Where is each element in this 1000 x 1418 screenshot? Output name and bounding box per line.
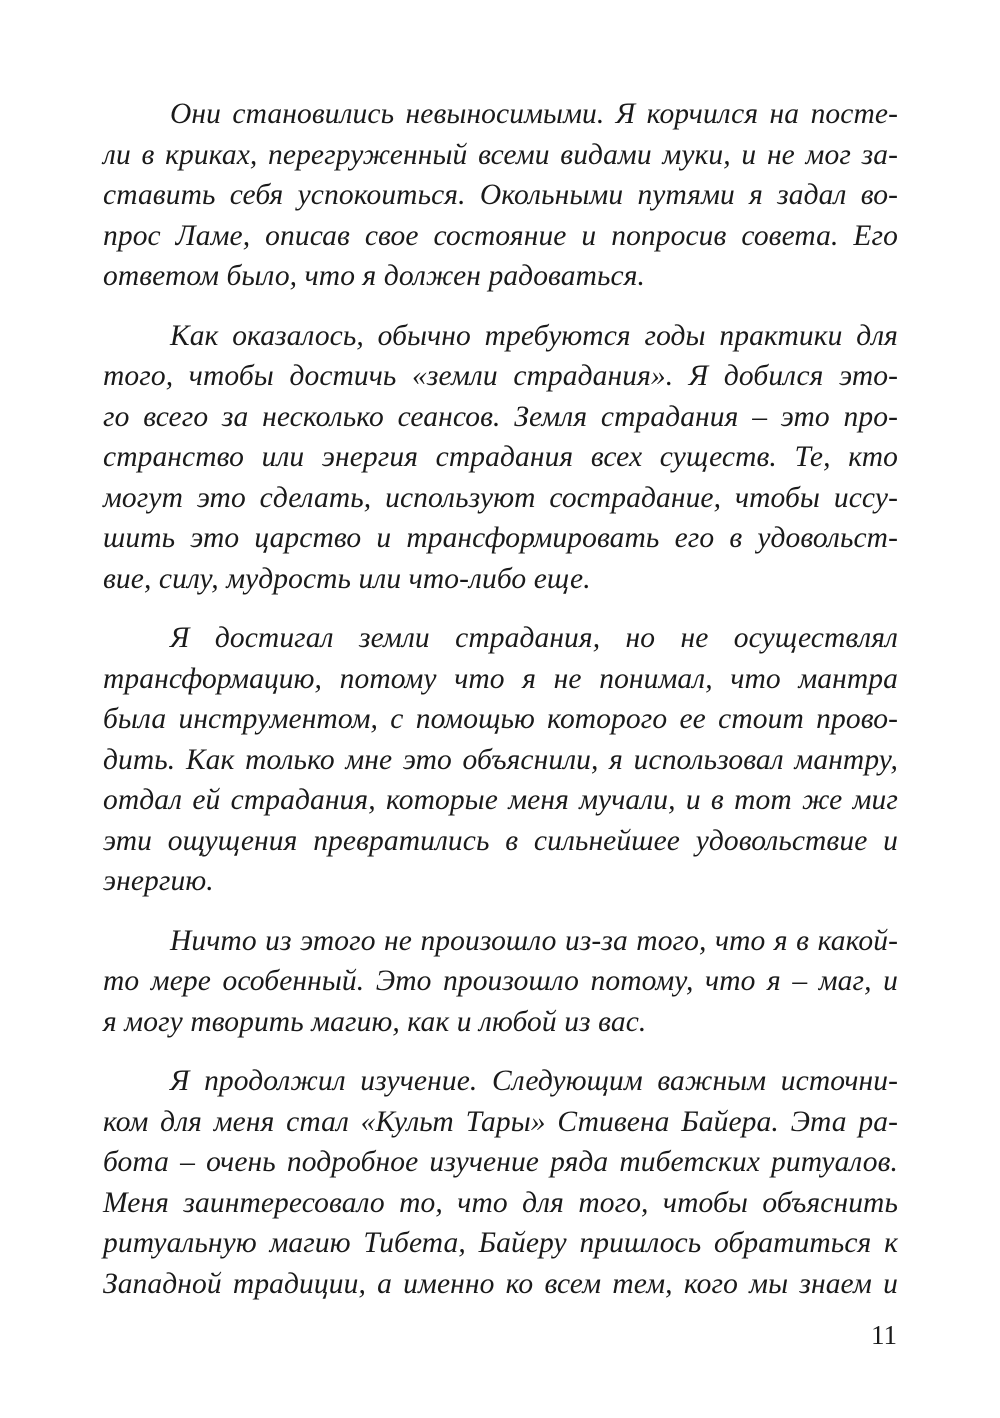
- text-line: того, чтобы достичь «земли страдания». Я добился это-: [103, 360, 898, 392]
- paragraph-4: [103, 921, 898, 1043]
- text-line: трансформацию, потому что я не понимал, что мантра: [103, 662, 898, 695]
- text-line: Они становились невыносимыми. Я корчился на посте-: [170, 98, 898, 130]
- text-line: ком для меня стал «Культ Тары» Стивена Байера. Эта ра-: [103, 1105, 898, 1138]
- text-line: эти ощущения превратились в сильнейшее удовольствие и: [103, 824, 898, 857]
- text-line: Ничто из этого не произошло из-за того, что я в какой-: [170, 924, 898, 957]
- text-line: то мере особенный. Это произошло потому, что я – маг, и: [103, 965, 898, 997]
- page-number: 11: [871, 1320, 897, 1350]
- text-line: вие, силу, мудрость или что-либо еще.: [103, 562, 591, 595]
- text-line: Западной традиции, а именно ко всем тем, кого мы знаем и: [103, 1267, 898, 1300]
- text-line: бота – очень подробное изучение ряда тибетских ритуалов.: [103, 1146, 898, 1178]
- text-line: шить это царство и трансформировать его в удовольст-: [103, 522, 898, 554]
- text-line: дить. Как только мне это объяснили, я использовал мантру,: [103, 743, 898, 776]
- text-line: я могу творить магию, как и любой из вас.: [103, 1005, 647, 1038]
- text-line: прос Ламе, описав свое состояние и попросив совета. Его: [103, 219, 898, 252]
- text-line: Как оказалось, обычно требуются годы практики для: [170, 319, 898, 352]
- body-text: [103, 94, 898, 1323]
- text-line: Меня заинтересовало то, что для того, чтобы объяснить: [103, 1186, 898, 1219]
- text-line: Я достигал земли страдания, но не осуществлял: [170, 622, 898, 654]
- text-line: го всего за несколько сеансов. Земля страдания – это про-: [103, 400, 898, 433]
- paragraph-2: [103, 316, 898, 600]
- text-line: отдал ей страдания, которые меня мучали, и в тот же миг: [103, 784, 898, 816]
- paragraph-1: [103, 94, 898, 297]
- text-line: была инструментом, с помощью которого ее стоит прово-: [103, 703, 898, 735]
- text-line: энергию.: [103, 865, 214, 897]
- text-line: ритуальную магию Тибета, Байеру пришлось обратиться к: [103, 1227, 898, 1259]
- text-line: могут это сделать, используют сострадание, чтобы иссу-: [103, 481, 898, 514]
- text-line: ставить себя успокоиться. Окольными путями я задал во-: [103, 179, 898, 211]
- text-line: ли в криках, перегруженный всеми видами муки, и не мог за-: [103, 138, 898, 171]
- text-line: Я продолжил изучение. Следующим важным источни-: [170, 1065, 898, 1097]
- paragraph-3: [103, 618, 898, 902]
- paragraph-5: [103, 1061, 898, 1304]
- text-line: ответом было, что я должен радоваться.: [103, 260, 646, 292]
- text-line: странство или энергия страдания всех существ. Те, кто: [103, 441, 898, 473]
